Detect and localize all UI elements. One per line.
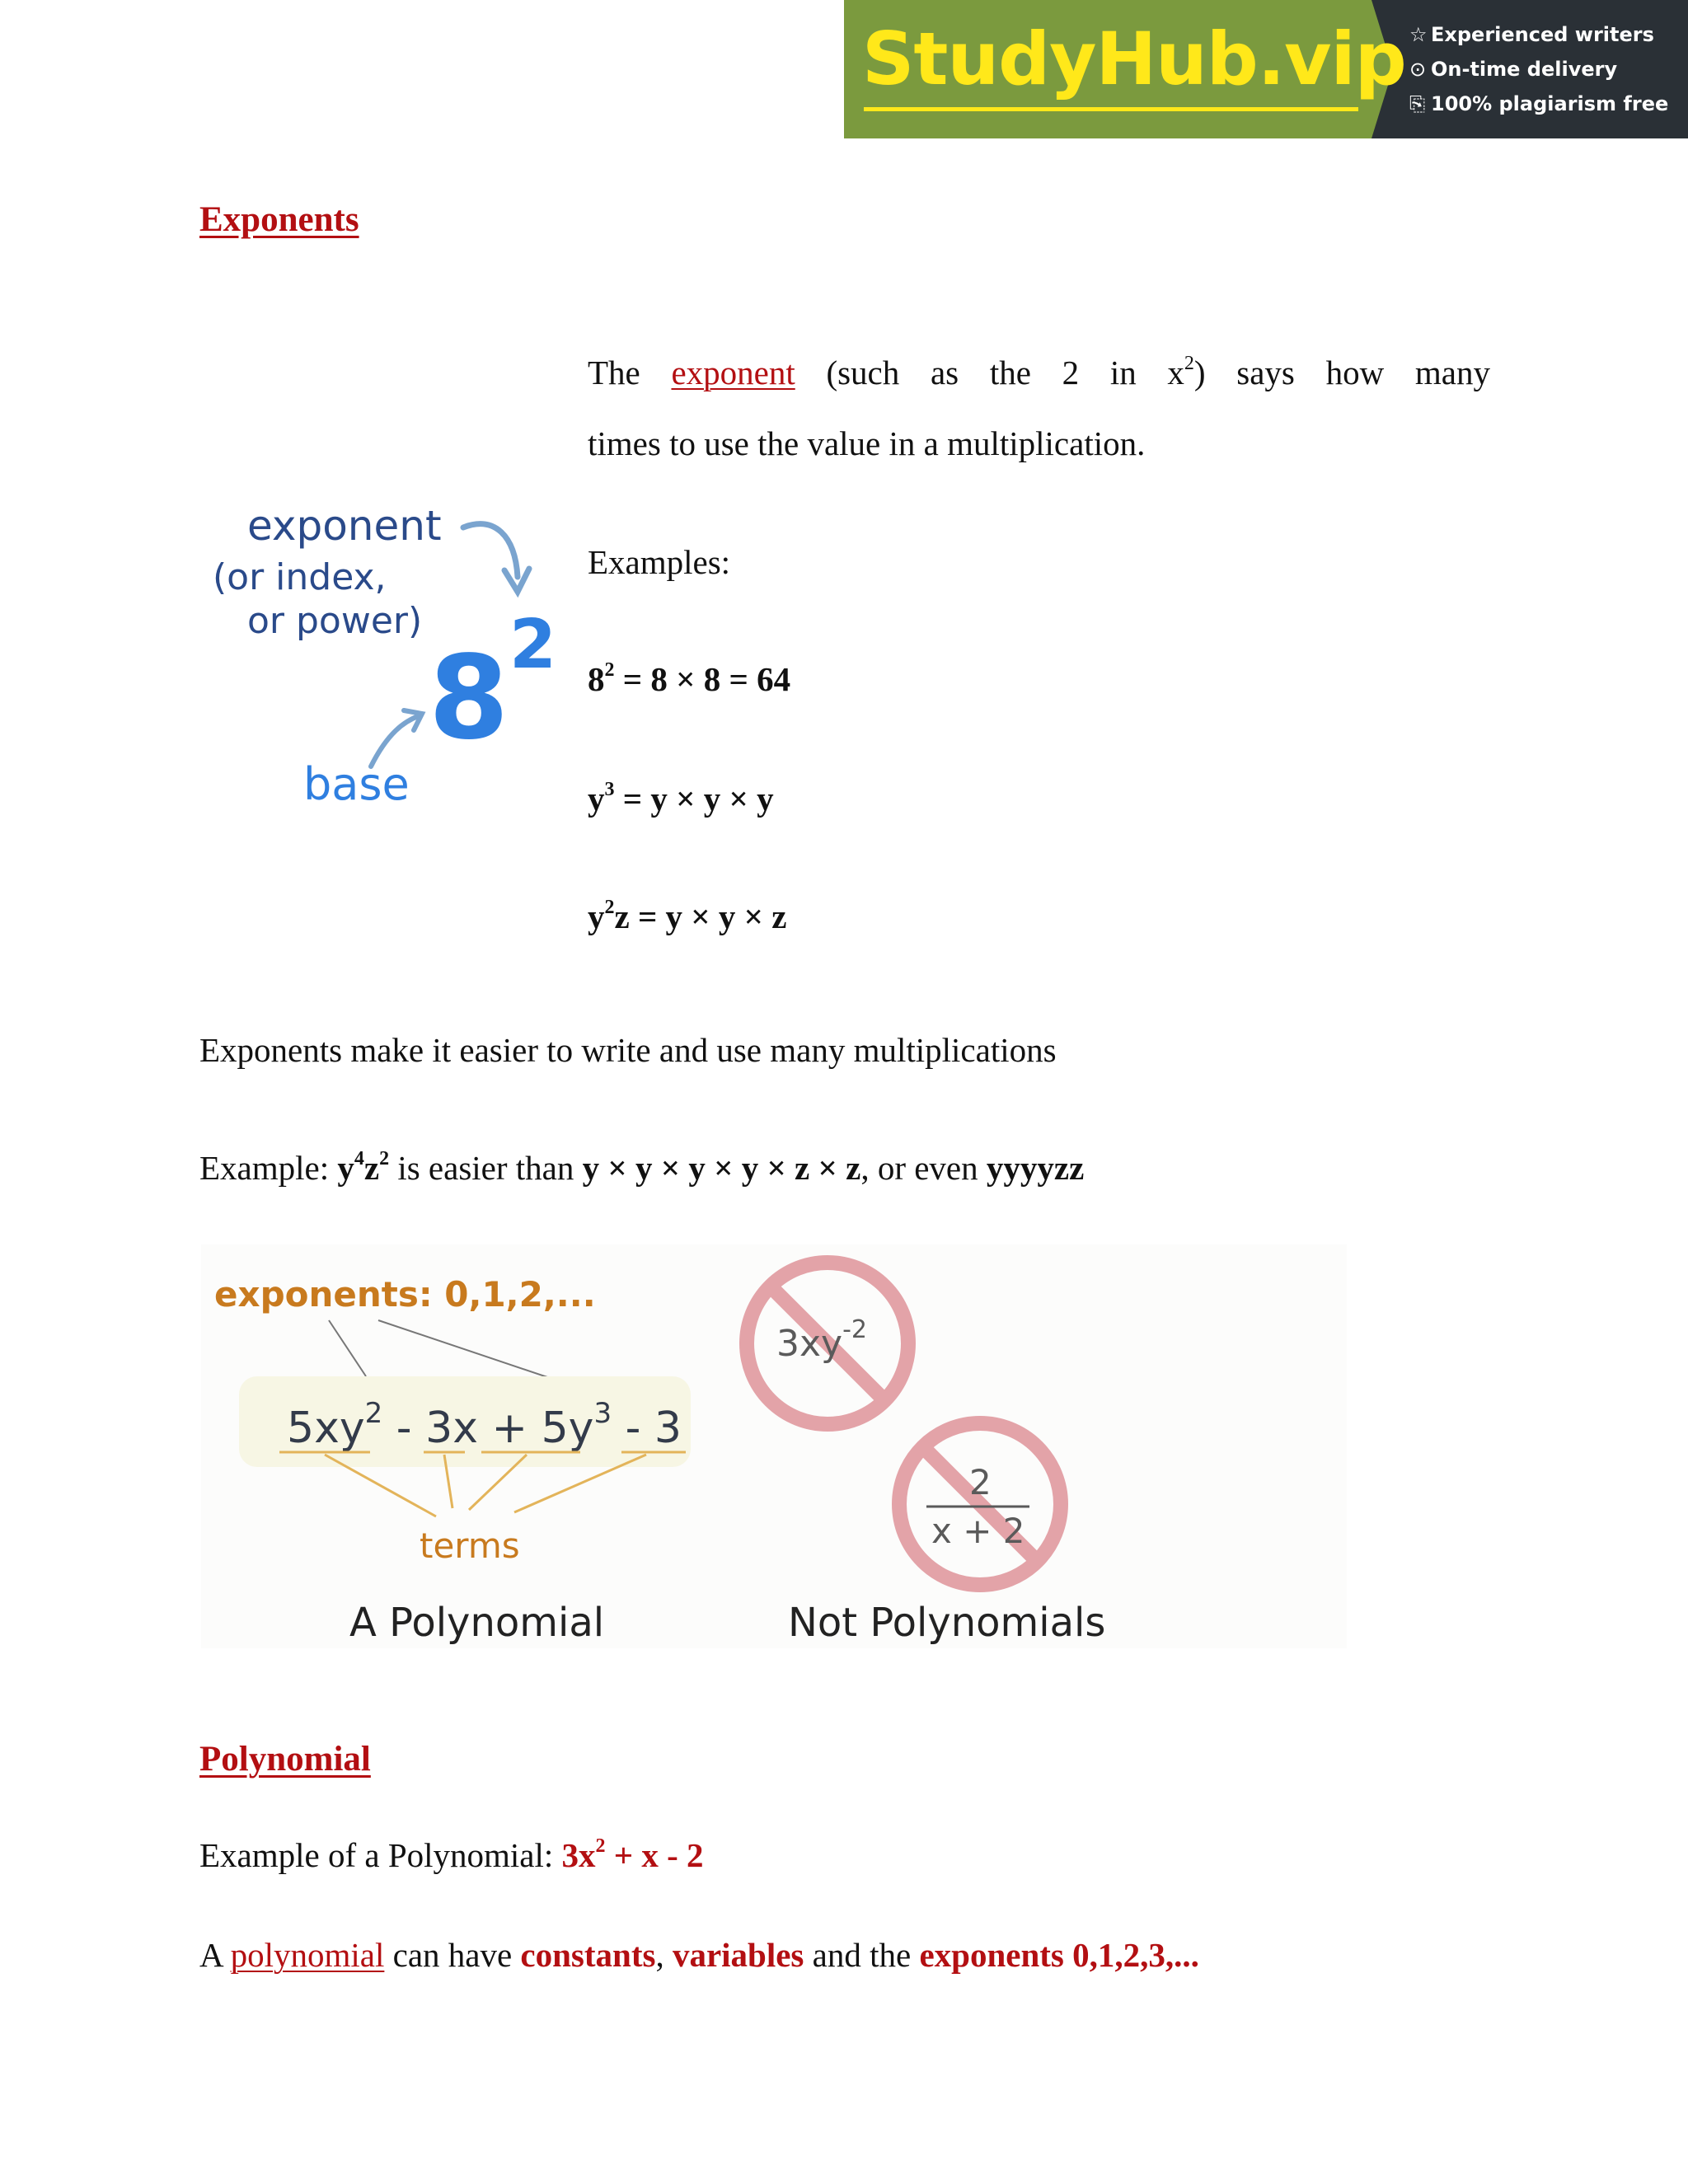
pointer-line-2 [378,1320,557,1380]
polynomial-heading: Polynomial [199,1740,371,1779]
pointer-line-1 [329,1320,366,1376]
brand-underline [864,107,1358,111]
exponent-arrow [463,524,518,577]
svg-text:3xy-2: $3xy^{-2}$ [776,1315,867,1365]
feature-experienced-writers: ☆ Experienced writers [1409,23,1654,46]
feature-on-time-delivery: ⊙ On-time delivery [1409,58,1618,81]
example-8-squared: $8^2 = 8 \times 8 = 64$ [588,659,791,698]
exponents-heading: Exponents [199,200,359,239]
example-y-cubed: $y^3 = y \times y \times y$ [588,779,774,818]
polynomial-definition-line: A polynomial can have constants, variables and the exponents 0,1,2,3,... [199,1936,1199,1974]
exponents-range-label: exponents: 0,1,2,... [214,1274,596,1315]
star-icon: ☆ [1409,23,1428,46]
polynomial-figure-svg [201,1244,1347,1648]
document-check-icon: ⎘ [1409,92,1426,115]
polynomial-figure [201,1244,1347,1648]
base-label: base [303,758,410,810]
exponents-summary: Exponents make it easier to write and use many multiplications [199,1031,1057,1069]
polynomial-example-line: Example of a Polynomial: $3x^2 + x - 2$ [199,1835,704,1874]
or-power-label: or power) [247,600,423,642]
power-digit: 2 [509,606,557,684]
or-index-label: (or index, [213,556,387,598]
example-y-squared-z: $y^2z = y \times y \times z$ [588,897,787,935]
studyhub-banner[interactable] [844,0,1688,138]
base-digit: 8 [429,631,509,766]
polynomial-caption: A Polynomial [349,1600,605,1646]
polynomial-link[interactable]: polynomial [230,1936,385,1974]
terms-label: terms [420,1526,520,1566]
prohibited-negative-exponent [747,1263,908,1424]
exponent-diagram [206,494,585,824]
prohibited-variable-denominator [899,1423,1061,1585]
examples-label: Examples: [588,543,731,581]
svg-text:x + 2: x + 2 [931,1511,1025,1551]
brand-logo-text[interactable]: StudyHub.vip [862,16,1406,101]
exponent-intro-line2: times to use the value in a multiplication. [588,424,1146,462]
feature-plagiarism-free: ⎘ 100% plagiarism free [1409,92,1669,115]
clock-icon: ⊙ [1409,58,1427,81]
exponent-intro-line1: The exponent (such as the 2 in $x^2$) says how many [588,353,1490,391]
svg-text:2: 2 [969,1462,992,1502]
exponent-link[interactable]: exponent [671,354,795,391]
exponents-example-line: Example: $y^4z^2$ is easier than y × y × y × y × z × z, or even yyyyzz [199,1148,1085,1187]
exponent-label: exponent [247,502,442,550]
not-polynomials-caption: Not Polynomials [788,1600,1106,1646]
polynomial-expression: $5xy^2 - 3x + 5y^3 - 3$ [287,1397,682,1453]
